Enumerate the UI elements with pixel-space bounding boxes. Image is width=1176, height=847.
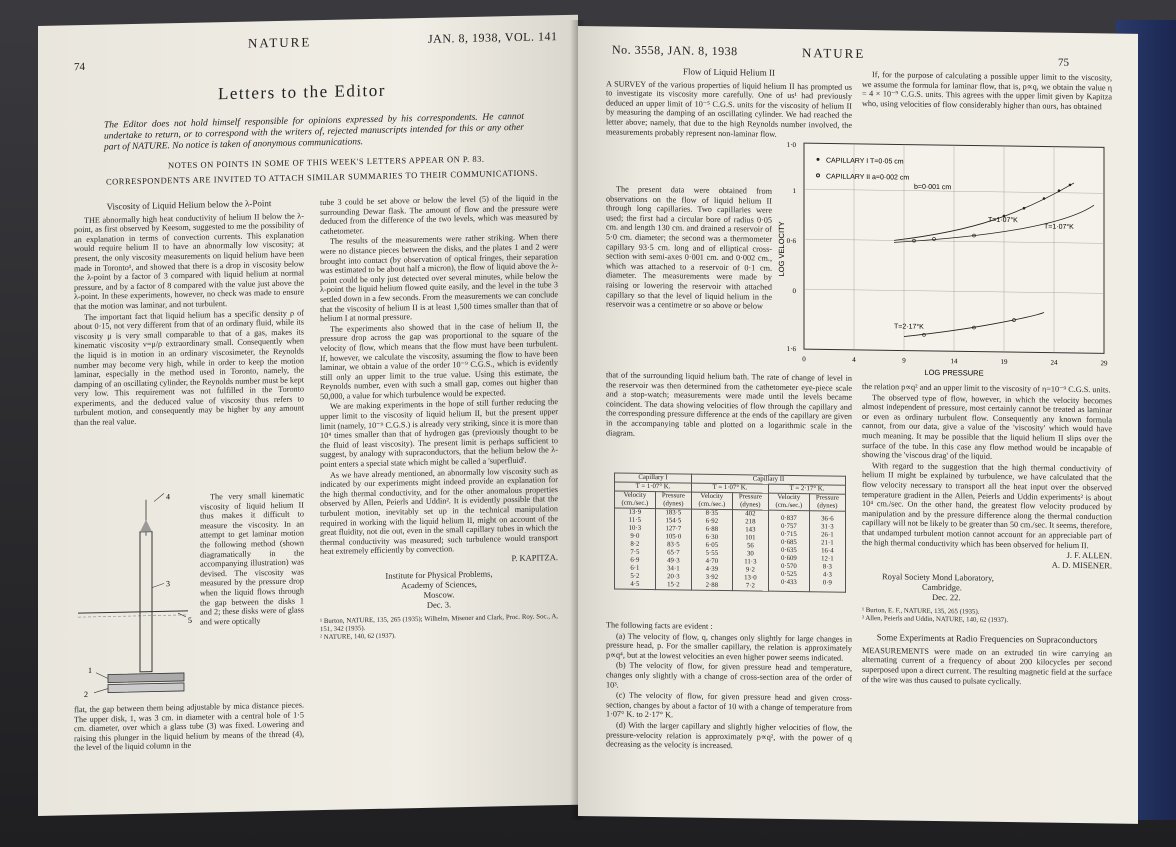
left-page	[38, 15, 578, 816]
signature-misener: A. D. MISENER.	[1051, 559, 1112, 571]
chart-legend-2: CAPILLARY II a=0·002 cm	[826, 173, 910, 182]
table-temp-header: T = 1·07° K.	[615, 482, 692, 492]
paragraph: As we have already mentioned, an abnormally low viscosity such as indicated by our experiments might indeed provide an explanation for the high thermal conductivity, and for the other anomalous properties observed by Allen, Peierls and Uddin². It is evidently possible that the turbulent motion, inevitably set up in the technical manipulation required in working with the liquid helium II, might on account of the great fluidity, not die out, even in the small capillary tubes in which the thermal conductivity was measured; such turbulence would transport heat extremely efficiently by convection.	[320, 465, 558, 557]
fig-label-5: 5	[188, 615, 192, 625]
article-title-kapitza: Viscosity of Liquid Helium below the λ-Point	[106, 198, 272, 212]
paragraph: The observed type of flow, however, in which the velocity becomes almost independent of pressure, most certainly cannot be treated as laminar or even as ordinary turbulent flow. Consequently any known formula cannot, from our data, give a value of the 'viscosity' which would have much meaning. It may be possible that the liquid helium II slips over the surface of the tube. In this case any flow method would be incapable of showing the 'viscous drag' of the liquid.	[862, 392, 1112, 461]
paragraph: THE abnormally high heat conductivity of helium II below the λ-point, as first observed by Keesom, suggested to me the possibility of an explanation in terms of convection currents. This explanation would require helium II to have an abnormally low viscosity; at present, the only viscosity measurements on liquid helium have been made in Toronto¹, and showed that there is a drop in viscosity below the λ-point by a factor of 3 compared with liquid helium at normal pressure, and by a factor of 8 compared with the value just above the λ-point. In these experiments, however, no check was made to ensure that the motion was laminar, and not turbulent.	[74, 211, 304, 312]
paragraph: The present data were obtained from observations on the flow of liquid helium II through long capillaries. Two capillaries were used; the first had a circular bore of radius 0·05 cm. and length 130 cm. and drained a reservoir of 5·0 cm. diameter; the second was a thermometer capillary 93·5 cm. long and of elliptical cross-section with semi-axes 0·001 cm. and 0·002 cm., which was attached to a reservoir of 0·1 cm. diameter. The measurements were made by raising or lowering the reservoir with attached capillary so that the level of liquid helium in the reservoir was a centimetre or so above or below	[606, 184, 772, 311]
left-page-number: 74	[74, 61, 85, 74]
address-line: Royal Society Mond Laboratory,	[882, 571, 994, 584]
paragraph: (b) The velocity of flow, for given pressure head and temperature, changes only slightly with a change of cross-section area of the order of 10³.	[606, 660, 852, 690]
facts-section	[606, 620, 852, 753]
right-column-1	[606, 66, 852, 141]
paragraph: If, for the purpose of calculating a possible upper limit to the viscosity, we assume the formula for laminar flow, that is, p∝q, we obtain the value η = 4 × 10⁻⁹ C.G.S. units. This agrees with the upper limit given by Kapitza who, using velocities of flow considerably higher than ours, has obtained	[862, 70, 1112, 112]
institute-address	[320, 567, 558, 612]
left-header-date: JAN. 8, 1938, VOL. 141	[428, 29, 558, 46]
paragraph: The very small kinematic viscosity of liquid helium II thus makes it difficult to measure the viscosity. In an attempt to get laminar motion the following method (shown diagramatically in the accompanying illustration) was devised. The viscosity was measured by the pressure drop when the liquid flows through the gap between the disks 1 and 2; these disks were of glass and were optically	[200, 490, 304, 627]
paragraph: tube 3 could be set above or below the level (5) of the liquid in the surrounding Dewar flask. The amount of flow and the pressure were deduced from the difference of the two levels, which was measured by cathetometer.	[320, 193, 558, 236]
chart-legend-2b: b=0·001 cm	[914, 183, 952, 192]
table-group-header: Capillary II	[691, 474, 845, 485]
table-cell: 183·5 154·5 127·7 105·0 83·5 65·7 49·3 34·1 20·3 15·2	[655, 509, 691, 591]
paragraph: the relation p∝q² and an upper limit to the viscosity of η=10⁻⁹ C.G.S. units.	[862, 381, 1111, 395]
paragraph: that of the surrounding liquid helium bath. The rate of change of level in the reservoir was then determined from the cathetometer eye-piece scale and a stop-watch; measurements were made until the levels became coincident. The data showing velocities of flow through the capillary and the corresponding pressure difference at the ends of the capillary are given in the accompanying table and plotted on a logarithmic scale in the diagram.	[606, 370, 852, 438]
table-col-header: Velocity (cm./sec.)	[768, 493, 809, 511]
chart-curve-label-c: T=2·17°K	[894, 323, 924, 331]
address-line: Cambridge.	[922, 582, 962, 593]
address-line: Academy of Sciences,	[401, 578, 477, 590]
left-journal-name: NATURE	[248, 34, 312, 51]
table-col-header: Pressure (dynes)	[732, 493, 768, 511]
paragraph: The important fact that liquid helium has a specific density ρ of about 0·15, not very different from that of an ordinary fluid, while its viscosity μ is very small comparable to that of a gas, makes its kinematic viscosity ν=μ/ρ extraordinary small. Consequently when the liquid is in motion in an ordinary viscosimeter, the Reynolds number may become very high, while in order to keep the motion laminar, especially in the method used in Toronto, namely, the damping of an oscillating cylinder, the Reynolds number must be kept very low. This requirement was not fulfilled in the Toronto experiments, and the deduced value of viscosity thus refers to turbulent motion, and consequently may be higher by any amount than the real value.	[74, 307, 305, 428]
facts-intro: The following facts are evident :	[606, 620, 713, 631]
right-journal-name: NATURE	[802, 45, 866, 62]
chart-curve-label-a: T=1·07°K	[988, 216, 1018, 225]
footnote: ¹ Burton, NATURE, 135, 265 (1935); Wilhelm, Misener and Clark, Proc. Roy. Soc., A, 151, 342 (1935).	[320, 612, 558, 633]
x-tick-label: 9	[902, 356, 906, 365]
address-line: Moscow.	[423, 588, 455, 600]
left-column-2	[320, 193, 558, 642]
paragraph: We are making experiments in the hope of still further reducing the upper limit to the viscosity of liquid helium II, but the present upper limit (namely, 10⁻⁹ C.G.S.) is already very striking, since it is more than 10⁴ times smaller than that of hydrogen gas (previously thought to be the fluid of least viscosity). The present limit is perhaps sufficient to suggest, by analogy with supraconductors, that the helium below the λ-point enters a special state which might be called a 'superfluid'.	[320, 397, 558, 470]
next-article-title: Some Experiments at Radio Frequencies on Supraconductors	[876, 632, 1098, 646]
notes-line: NOTES ON POINTS IN SOME OF THIS WEEK'S LETTERS APPEAR ON P. 83.	[168, 153, 485, 171]
table-temp-header: T = 1·07° K.	[691, 483, 768, 493]
y-tick-label: 1·6	[786, 344, 796, 354]
y-tick-label: 1	[792, 186, 796, 196]
paragraph: The experiments also showed that in the case of helium II, the pressure drop across the gap was proportional to the square of the velocity of flow, which means that the flow must have been turbulent. If, however, we calculate the viscosity, assuming the flow to have been laminar, we obtain a value of the order 10⁻⁹ C.G.S., which is evidently still only an upper limit to the true value. Using this estimate, the Reynolds number, even with such a small gap, comes out higher than 50,000, a value for which turbulence would be expected.	[320, 319, 558, 401]
lab-address	[862, 571, 1112, 604]
paragraph: (c) The velocity of flow, for given pressure head and given cross-section, changes by about a factor of 10 with a change of temperature from 1·07° K. to 2·17° K.	[606, 690, 852, 720]
table-col-header: Pressure (dynes)	[809, 494, 845, 512]
fig-label-2: 2	[84, 689, 88, 700]
paragraph: (d) With the larger capillary and slightly higher velocities of flow, the pressure-velocity relation is approximately p∝q², with the power of q decreasing as the velocity is increased.	[606, 720, 852, 751]
right-column-2-top	[862, 70, 1112, 113]
footnote: ² NATURE, 140, 62 (1937).	[320, 632, 396, 641]
footnote: ¹ Burton, E. F., NATURE, 135, 265 (1935).	[862, 607, 980, 616]
chart-legend-1: CAPILLARY I T=0·05 cm	[826, 157, 904, 166]
y-tick-label: 1·0	[786, 140, 796, 150]
right-page	[578, 26, 1138, 824]
y-tick-label: 0·6	[786, 236, 796, 246]
fig-label-3: 3	[166, 579, 170, 589]
footnote: ² Allen, Peierls and Uddin, NATURE, 140, 62 (1937).	[862, 615, 1009, 625]
right-header-date: No. 3558, JAN. 8, 1938	[612, 42, 738, 59]
signature-allen: J. F. ALLEN.	[1066, 549, 1112, 561]
x-tick-label: 19	[1000, 357, 1008, 366]
x-tick-label: 29	[1100, 359, 1108, 368]
paragraph: A SURVEY of the various properties of liquid helium II has prompted us to investigate its viscosity more carefully. One of us¹ had previously deduced an upper limit of 10⁻⁵ C.G.S. units for the viscosity of helium II by measuring the damping of an oscillating cylinder. We had reached the letter above; namely, that due to the high Reynolds number involved, the measurements probably represent non-laminar flow.	[606, 78, 852, 139]
table-col-header: Pressure (dynes)	[655, 492, 691, 510]
right-column-1-full	[606, 370, 852, 442]
table-cell: 36·6 31·3 26·1 21·1 16·4 12·1 8·3 4·3 0·9	[809, 511, 845, 593]
y-tick-label: 0	[792, 286, 796, 296]
data-table	[614, 473, 846, 593]
address-line: Dec. 3.	[426, 598, 452, 610]
left-column-1-wrap	[200, 490, 304, 627]
chart-x-label: LOG PRESSURE	[924, 367, 984, 378]
x-tick-label: 0	[802, 355, 806, 364]
correspondents-line: CORRESPONDENTS ARE INVITED TO ATTACH SIMILAR SUMMARIES TO THEIR COMMUNICATIONS.	[106, 167, 538, 187]
paragraph: The results of the measurements were rather striking. When there were no distance pieces between the disks, and the plates 1 and 2 were brought into contact (by observation of optical fringes, their separation was estimated to be about half a micron), the flow of liquid above the λ-point could be only just detected over several minutes, while below the λ-point the liquid helium flowed quite easily, and the level in the tube 3 settled down in a few seconds. From the measurements we can conclude that the viscosity of helium II is at least 1,500 times smaller than that of helium I at normal pressure.	[320, 232, 558, 324]
table-temp-header: T = 2·17° K.	[768, 484, 845, 494]
editor-note: The Editor does not hold himself responsible for opinions expressed by his correspondents. He cannot undertake to return, or to correspond with the writers of, rejected manuscripts intended for this or any other part of NATURE. No notice is taken of anonymous communications.	[104, 111, 524, 153]
table-col-header: Velocity (cm./sec.)	[615, 491, 656, 509]
paragraph: (a) The velocity of flow, q, changes only slightly for large changes in pressure head, p. For the smaller capillary, the relation is approximately p∝q⁴, but at the lowest velocities an even higher power seems indicated.	[606, 631, 852, 663]
right-column-1-narrow	[606, 184, 772, 312]
right-page-number: 75	[1058, 56, 1069, 69]
address-line: Institute for Physical Problems,	[385, 568, 493, 581]
table-cell: 0·837 0·757 0·715 0·685 0·635 0·609 0·570 0·525 0·433	[768, 510, 809, 592]
address-line: Dec. 22.	[932, 592, 961, 603]
paragraph: flat, the gap between them being adjustable by mica distance pieces. The upper disk, 1, was 3 cm. in diameter with a central hole of 1·5 cm. diameter, over which a glass tube (3) was fixed. Lowering and raising this plunger in the liquid helium by means of the thread (4), the level of the liquid column in the	[74, 700, 304, 753]
flow-chart	[774, 139, 1114, 384]
signature-kapitza: P. KAPITZA.	[511, 552, 558, 564]
paragraph: With regard to the suggestion that the high thermal conductivity of helium II might be explained by turbulence, we have calculated that the flow velocity necessary to transport all the heat input over the observed temperature gradient in the Allen, Peierls and Uddin experiments² is about 10⁴ cm./sec. On the other hand, the greatest flow velocity produced by manipulation and by the pressure difference along the thermal conduction capillary will not be likely to be greater than 50 cm./sec. It seems, therefore, that undamped turbulent motion cannot account for an appreciable part of the high thermal conductivity which has been observed for helium II.	[862, 460, 1112, 550]
x-tick-label: 14	[950, 357, 958, 366]
x-tick-label: 4	[852, 355, 856, 364]
left-column-1-bottom	[74, 700, 304, 754]
apparatus-figure	[78, 491, 198, 702]
table-col-header: Velocity (cm./sec.)	[691, 492, 732, 510]
right-column-2-lower	[862, 382, 1112, 689]
left-column-1	[74, 198, 304, 428]
section-title: Letters to the Editor	[218, 80, 386, 104]
paragraph: MEASUREMENTS were made on an extruded tin wire carrying an alternating current of a frequency of about 200 kilocycles per second superposed upon a direct current. The resulting magnetic field at the surface of the wire was thus caused to pulsate cyclically.	[862, 645, 1112, 686]
table-group-header: Capillary I	[615, 473, 692, 483]
table-cell: 8·35 6·92 6·88 6·30 6·05 5·55 4·70 4·39 3·92 2·88	[691, 509, 732, 591]
fig-label-4: 4	[166, 492, 170, 502]
article-title-allen: Flow of Liquid Helium II	[683, 66, 775, 78]
chart-y-label: LOG VELOCITY	[777, 221, 786, 277]
x-tick-label: 24	[1050, 358, 1058, 367]
table-cell: 13·9 11·5 10·3 9·0 8·2 7·5 6·9 6·1 5·2 4·5	[615, 508, 656, 590]
fig-label-1: 1	[88, 665, 92, 675]
chart-curve-label-b: T=1·07°K	[1044, 223, 1074, 231]
table-cell: 402 218 143 101 56 30 11·3 9·2 13·0 7·2	[732, 510, 768, 592]
